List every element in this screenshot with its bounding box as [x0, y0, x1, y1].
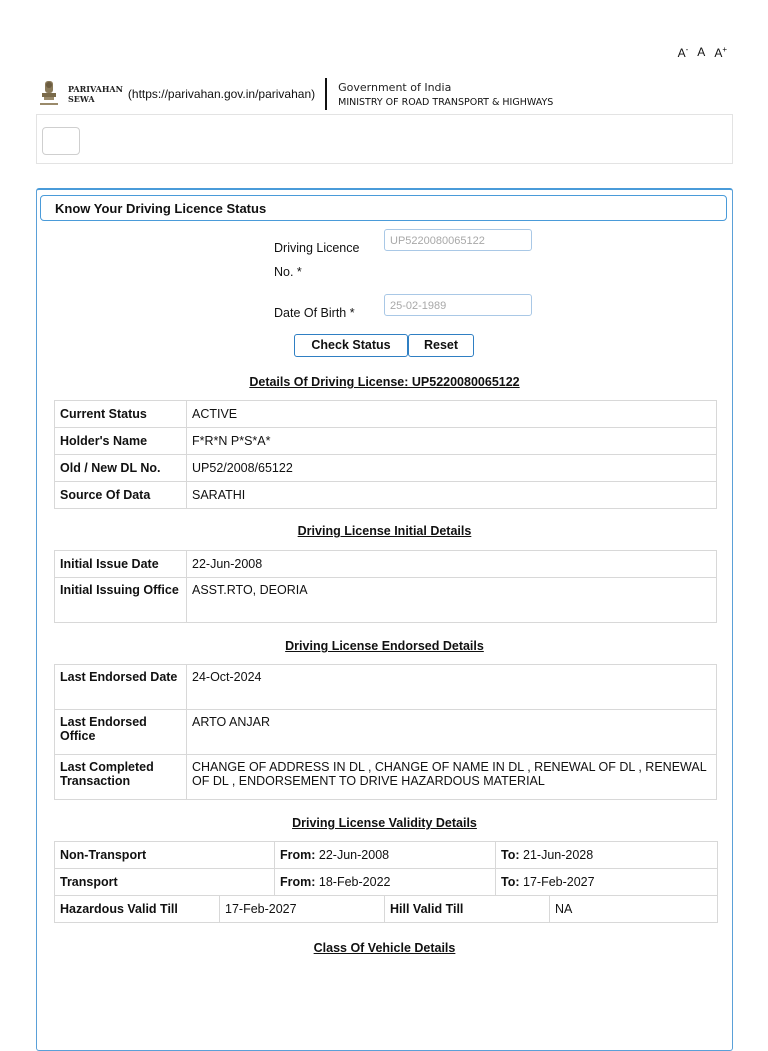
- ministry-line: MINISTRY OF ROAD TRANSPORT & HIGHWAYS: [338, 96, 554, 108]
- table-key: Last Endorsed Date: [55, 665, 187, 710]
- endorsed-details-title: Driving License Endorsed Details: [285, 639, 484, 653]
- increase-font-label: A: [714, 46, 723, 60]
- table-row: [55, 578, 717, 623]
- header-divider: [325, 78, 327, 110]
- table-row: [55, 401, 717, 428]
- details-title: Details Of Driving License: UP5220080065122: [249, 375, 520, 389]
- validity-to: [496, 869, 718, 896]
- increase-font-button[interactable]: [714, 45, 727, 60]
- endorsed-office-value: ARTO ANJAR: [187, 710, 717, 755]
- validity-to: [496, 842, 718, 869]
- dl-number-value: UP52/2008/65122: [187, 455, 717, 482]
- navigation-bar: [36, 114, 733, 164]
- hazardous-label: Hazardous Valid Till: [55, 896, 220, 923]
- initial-details-title: Driving License Initial Details: [297, 524, 472, 538]
- table-row: [55, 755, 717, 800]
- reset-button[interactable]: Reset: [408, 334, 474, 357]
- panel-title: Know Your Driving Licence Status: [40, 195, 727, 221]
- dl-number-input[interactable]: UP5220080065122: [384, 229, 532, 251]
- table-row: [55, 842, 718, 869]
- endorsed-details-table: [54, 664, 717, 800]
- parivahan-link[interactable]: (https://parivahan.gov.in/parivahan): [127, 87, 316, 101]
- from-value: 18-Feb-2022: [318, 875, 391, 889]
- initial-issue-date-value: 22-Jun-2008: [187, 551, 717, 578]
- endorsed-date-value: 24-Oct-2024: [187, 665, 717, 710]
- table-key: Source Of Data: [55, 482, 187, 509]
- table-key: Last Completed Transaction: [55, 755, 187, 800]
- holder-name-value: F*R*N P*S*A*: [187, 428, 717, 455]
- details-table: [54, 400, 717, 509]
- hill-label: Hill Valid Till: [385, 896, 550, 923]
- government-title: [338, 81, 553, 108]
- table-row: [55, 455, 717, 482]
- table-key: Initial Issue Date: [55, 551, 187, 578]
- table-row: [55, 710, 717, 755]
- dob-label: Date Of Birth *: [274, 306, 355, 320]
- to-value: 17-Feb-2027: [523, 875, 595, 889]
- font-size-controls: [678, 45, 727, 60]
- validity-table: [54, 841, 718, 896]
- validity-from: [275, 869, 496, 896]
- decrease-font-label: A: [677, 46, 686, 60]
- parivahan-logo-text: [68, 84, 123, 104]
- special-validity-table: [54, 895, 718, 923]
- validity-from: [275, 842, 496, 869]
- table-row: [55, 428, 717, 455]
- menu-toggle-button[interactable]: [42, 127, 80, 155]
- validity-type: Non-Transport: [55, 842, 275, 869]
- to-label: To:: [501, 875, 520, 889]
- initial-office-value: ASST.RTO, DEORIA: [187, 578, 717, 623]
- cov-details-title: Class Of Vehicle Details: [313, 941, 456, 955]
- gov-line1: Government of India: [338, 80, 452, 94]
- to-value: 21-Jun-2028: [523, 848, 594, 862]
- normal-font-button[interactable]: A: [697, 45, 706, 59]
- brand-line2: SEWA: [68, 94, 95, 104]
- current-status-value: ACTIVE: [187, 401, 717, 428]
- table-row: [55, 869, 718, 896]
- table-key: Old / New DL No.: [55, 455, 187, 482]
- increase-font-sup: +: [722, 45, 727, 54]
- from-value: 22-Jun-2008: [318, 848, 390, 862]
- check-status-button[interactable]: Check Status: [294, 334, 408, 357]
- table-key: Holder's Name: [55, 428, 187, 455]
- table-row: [55, 551, 717, 578]
- to-label: To:: [501, 848, 520, 862]
- dl-number-label-line2: No. *: [274, 265, 302, 279]
- hill-value: NA: [550, 896, 718, 923]
- dl-status-panel: [36, 188, 733, 1051]
- dl-number-label: [274, 236, 359, 284]
- decrease-font-sup: -: [685, 45, 689, 54]
- from-label: From:: [280, 875, 316, 889]
- site-header: [38, 78, 553, 110]
- table-key: Last Endorsed Office: [55, 710, 187, 755]
- table-key: Current Status: [55, 401, 187, 428]
- from-label: From:: [280, 848, 316, 862]
- brand-line1: PARIVAHAN: [68, 84, 123, 94]
- table-row: [55, 896, 718, 923]
- national-emblem-icon: [38, 79, 60, 109]
- dl-number-label-line1: Driving Licence: [274, 241, 360, 255]
- initial-details-table: [54, 550, 717, 623]
- table-row: [55, 482, 717, 509]
- table-row: [55, 665, 717, 710]
- decrease-font-button[interactable]: [678, 45, 689, 60]
- source-value: SARATHI: [187, 482, 717, 509]
- hazardous-value: 17-Feb-2027: [220, 896, 385, 923]
- table-key: Initial Issuing Office: [55, 578, 187, 623]
- last-transaction-value: CHANGE OF ADDRESS IN DL , CHANGE OF NAME IN DL , RENEWAL OF DL , RENEWAL OF DL , ENDORSEMENT TO DRIVE HAZARDOUS MATERIAL: [187, 755, 717, 800]
- dob-input[interactable]: 25-02-1989: [384, 294, 532, 316]
- validity-type: Transport: [55, 869, 275, 896]
- validity-details-title: Driving License Validity Details: [292, 816, 477, 830]
